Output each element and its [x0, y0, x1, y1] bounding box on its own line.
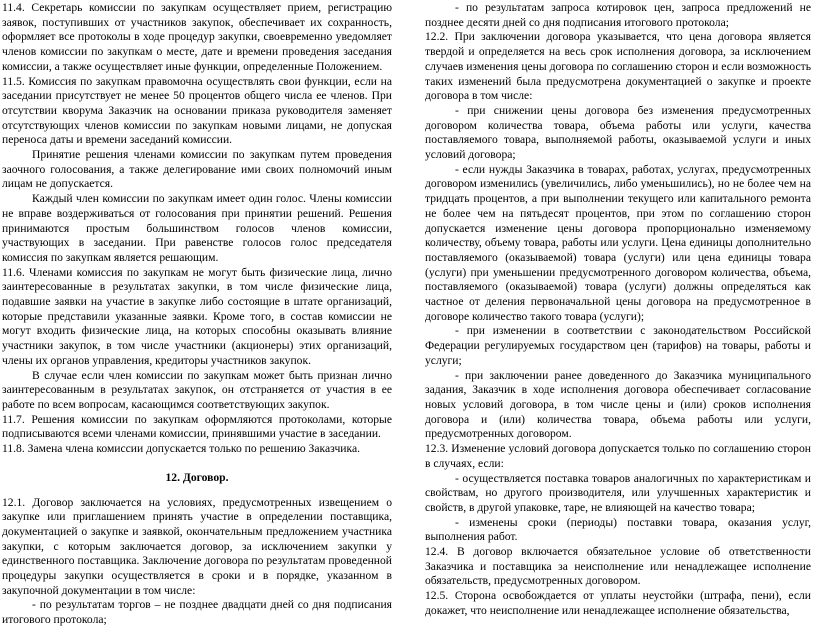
- right-column: [425, 1, 811, 619]
- paragraph-11-8: 11.8. Замена члена комиссии допускается только по решению Заказчика.: [2, 442, 360, 456]
- paragraph-12-3: 12.3. Изменение условий договора допускается только по соглашению сторон в случаях, если:: [425, 442, 811, 470]
- paragraph-12-2: 12.2. При заключении договора указывается, что цена договора является твердой и определяется на весь срок исполнения договора, за исключением случаев изменения цены договора по соглашению сторон и если возможность таких изменений была предусмотрена документацией о закупке и проекте договора в том числе:: [425, 30, 811, 103]
- paragraph-12-4: 12.4. В договор включается обязательное условие об ответственности Заказчика и поставщика за неисполнение или ненадлежащее исполнение обязательств, предусмотренных договором.: [425, 545, 811, 588]
- paragraph-quotes: - по результатам запроса котировок цен, запроса предложений не позднее десяти дней со дня подписания итогового протокола;: [425, 1, 811, 29]
- left-column: [2, 1, 392, 628]
- paragraph-municipal: - при заключении ранее доведенного до Заказчика муниципального задания, Заказчик в ходе исполнения договора обеспечивает согласование новых условий договора, в том числе цены и (или) сроков исполнения договора и (или) количества товара, объема работы или услуги, предусмотренных договором.: [425, 368, 811, 441]
- paragraph-tariffs: - при изменении в соответствии с законодательством Российской Федерации регулируемых государством цен (тарифов) на товары, работы и услуги;: [425, 324, 811, 367]
- paragraph-decisions: Принятие решения членами комиссии по закупкам путем проведения заочного голосования, а также делегирование ими своих полномочий иным лицам не допускается.: [2, 148, 392, 191]
- paragraph-11-4: 11.4. Секретарь комиссии по закупкам осуществляет прием, регистрацию заявок, поступивших от участников закупок, обеспечивает их сохранность, оформляет все протоколы в ходе процедур закупки, своевременно уведомляет членов комиссии по закупкам о месте, дате и времени проведения заседания комиссии, а также осуществляет иные функции, определенные Положением.: [2, 1, 392, 73]
- paragraph-analog-goods: - осуществляется поставка товаров аналогичных по характеристикам и свойствам, но другого производителя, или улучшенных характеристик и свойств, в другой упаковке, таре, не влияющей на качество товара;: [425, 471, 811, 514]
- paragraph-interest: В случае если член комиссии по закупкам может быть признан лично заинтересованным в результатах закупок, он отстраняется от участия в ее работе по всем вопросам, касающимся соответствующих закупок.: [2, 368, 392, 411]
- paragraph-11-6: 11.6. Членами комиссия по закупкам не могут быть физические лица, лично заинтересованные в результатах закупки, в том числе физические лица, подавшие заявки на участие в закупке либо состоящие в штате организаций, которые представили указанные заявки. Кроме того, в состав комиссии не могут входить физические лица, на которых способны оказывать влияние участники закупок, в том числе участники (акционеры) этих организаций, члены их органов управления, кредиторы участников закупок.: [2, 265, 392, 367]
- paragraph-price-reduction: - при снижении цены договора без изменения предусмотренных договором количества товара, объема работы или услуги, качества поставляемого товара, выполняемой работы, оказываемой услуги и иных условий договора;: [425, 103, 811, 162]
- paragraph-12-5: 12.5. Сторона освобождается от уплаты неустойки (штрафа, пени), если докажет, что неисполнение или ненадлежащее исполнение обязательства,: [425, 589, 811, 617]
- section-heading-contract: 12. Договор.: [165, 470, 229, 484]
- paragraph-needs-change: - если нужды Заказчика в товарах, работах, услугах, предусмотренных договором изменились (увеличились, либо уменьшились), но не более чем на тридцать процентов, а при выполнении текущего или капитального ремонта не более чем на пятьдесят процентов, при этом по соглашению сторон допускается изменение цены договора пропорционально изменяемому количеству, объему товара, работы или услуги. Цена единицы дополнительно поставляемого (оказываемой) товара (услуги) или цена единицы товара (услуги) при уменьшении предусмотренного договором количества, объема, поставляемого (оказываемой) товара (услуги) должны определяться как частное от деления первоначальной цены договора на предусмотренное в договоре количество такого товара (услуги);: [425, 162, 811, 323]
- paragraph-vote: Каждый член комиссии по закупкам имеет один голос. Члены комиссии не вправе воздерживаться от голосования при принятии решений. Решения принимаются простым большинством голосов членов комиссии, участвующих в заседании. При равенстве голосов голос председателя комиссия по закупкам является решающим.: [2, 192, 392, 264]
- paragraph-11-5: 11.5. Комиссия по закупкам правомочна осуществлять свои функции, если на заседании присутствует не менее 50 процентов общего числа ее членов. При отсутствии кворума Заказчик на основании приказа руководителя заменяет отсутствующих членов комиссии по закупкам новыми лицами, не допуская переноса даты и времени заседаний комиссии.: [2, 74, 392, 147]
- paragraph-12-1: 12.1. Договор заключается на условиях, предусмотренных извещением о закупке или приглашением принять участие в определении поставщика, документацией о закупке и заявкой, окончательным предложением участника закупки, с которым заключается договор, за исключением закупки у единственного поставщика. Заключение договора по результатам проведенной процедуры закупки осуществляется в сроки и в порядке, указанном в закупочной документации в том числе:: [2, 495, 392, 597]
- paragraph-tenders: - по результатам торгов – не позднее двадцати дней со дня подписания итогового протокола;: [2, 598, 392, 627]
- paragraph-terms-change: - изменены сроки (периоды) поставки товара, оказания услуг, выполнения работ.: [425, 515, 811, 544]
- paragraph-11-7: 11.7. Решения комиссии по закупкам оформляются протоколами, которые подписываются всеми членами комиссии, принявшими участие в заседании.: [2, 412, 392, 441]
